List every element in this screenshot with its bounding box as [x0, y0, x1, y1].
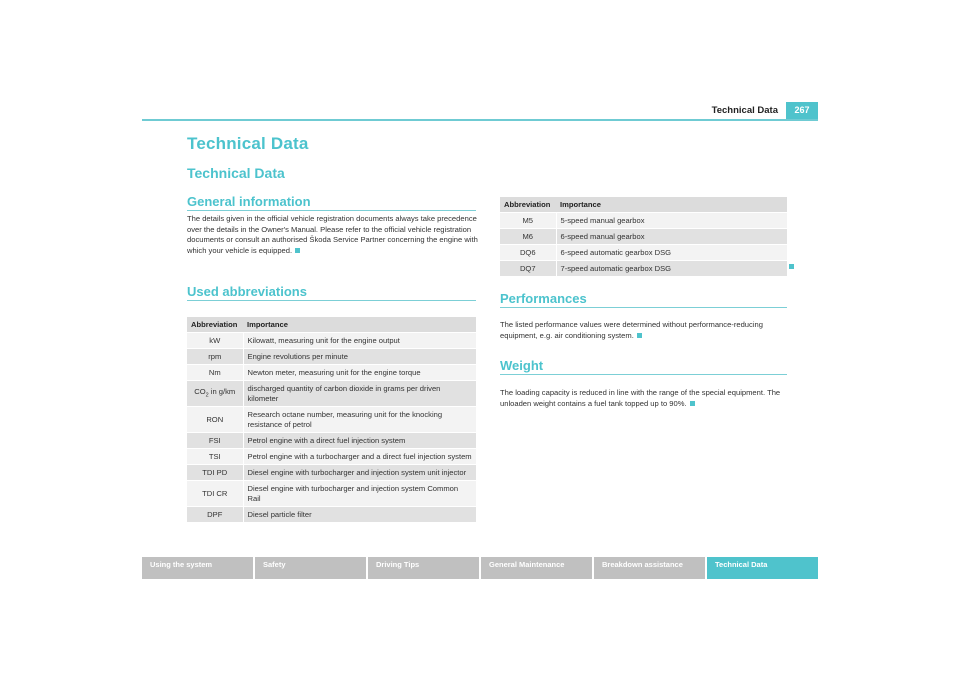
paragraph-text: The details given in the official vehicle registration documents always take precedence over the details in the Owner's Manual. Please refer to the official vehicle registration documents or consult an authorised Škoda Service Partner concerning the engine with which your vehicle is equipped. [187, 214, 478, 255]
general-information-heading: General information [187, 194, 476, 211]
header-divider [142, 119, 818, 121]
abbreviation-cell: M6 [500, 229, 556, 245]
weight-text [500, 388, 790, 409]
table-row [187, 381, 476, 407]
column-header: Importance [243, 317, 476, 333]
table-row [500, 245, 787, 261]
importance-cell: 5-speed manual gearbox [556, 213, 787, 229]
paragraph-text: The listed performance values were determined without performance-reducing equipment, e.g. air conditioning system. [500, 320, 763, 340]
importance-cell: Petrol engine with a turbocharger and a direct fuel injection system [243, 449, 476, 465]
importance-cell: 6-speed automatic gearbox DSG [556, 245, 787, 261]
column-header: Abbreviation [187, 317, 243, 333]
table-row [500, 213, 787, 229]
table-row [187, 333, 476, 349]
end-square-icon [690, 401, 695, 406]
tab-using-the-system[interactable]: Using the system [142, 557, 253, 579]
importance-cell: Diesel particle filter [243, 507, 476, 523]
table-row [187, 507, 476, 523]
tab-general-maintenance[interactable]: General Maintenance [481, 557, 592, 579]
abbreviation-cell: RON [187, 407, 243, 433]
table-row [187, 349, 476, 365]
column-header: Abbreviation [500, 197, 556, 213]
importance-cell: Newton meter, measuring unit for the engine torque [243, 365, 476, 381]
table-row [187, 365, 476, 381]
abbreviation-cell: FSI [187, 433, 243, 449]
performances-text [500, 320, 790, 341]
abbreviation-cell: TDI PD [187, 465, 243, 481]
section-title: Technical Data [187, 165, 285, 181]
abbreviation-cell: DPF [187, 507, 243, 523]
abbreviations-table [187, 317, 476, 523]
abbreviation-cell: TSI [187, 449, 243, 465]
importance-cell: Diesel engine with turbocharger and injection system unit injector [243, 465, 476, 481]
importance-cell: Petrol engine with a direct fuel injection system [243, 433, 476, 449]
general-information-text [187, 214, 478, 256]
abbreviation-cell: DQ7 [500, 261, 556, 277]
paragraph-text: The loading capacity is reduced in line with the range of the special equipment. The unloaden weight contains a fuel tank topped up to 90%. [500, 388, 781, 408]
tab-technical-data[interactable]: Technical Data [707, 557, 818, 579]
table-row [187, 449, 476, 465]
abbreviation-cell: kW [187, 333, 243, 349]
table-row [187, 433, 476, 449]
table-row [187, 465, 476, 481]
gearbox-table [500, 197, 787, 277]
table-row [500, 261, 787, 277]
running-header-title: Technical Data [711, 105, 778, 116]
page-title: Technical Data [187, 134, 309, 153]
abbreviation-cell: $CO_2$ in g/km [187, 381, 243, 407]
importance-cell: Kilowatt, measuring unit for the engine output [243, 333, 476, 349]
tab-breakdown-assistance[interactable]: Breakdown assistance [594, 557, 705, 579]
column-header: Importance [556, 197, 787, 213]
importance-cell: Research octane number, measuring unit for the knocking resistance of petrol [243, 407, 476, 433]
end-square-icon [295, 248, 300, 253]
weight-heading: Weight [500, 358, 787, 375]
abbreviation-cell: TDI CR [187, 481, 243, 507]
page-number: 267 [786, 102, 818, 119]
abbreviation-cell: DQ6 [500, 245, 556, 261]
tab-safety[interactable]: Safety [255, 557, 366, 579]
abbreviation-cell: rpm [187, 349, 243, 365]
table-row [500, 229, 787, 245]
performances-heading: Performances [500, 291, 787, 308]
end-square-icon [637, 333, 642, 338]
table-row [187, 407, 476, 433]
importance-cell: 7-speed automatic gearbox DSG [556, 261, 787, 277]
chapter-tabs [142, 557, 818, 579]
importance-cell: discharged quantity of carbon dioxide in grams per driven kilometer [243, 381, 476, 407]
tab-driving-tips[interactable]: Driving Tips [368, 557, 479, 579]
end-square-icon [789, 264, 794, 269]
used-abbreviations-heading: Used abbreviations [187, 284, 476, 301]
table-row [187, 481, 476, 507]
importance-cell: Diesel engine with turbocharger and injection system Common Rail [243, 481, 476, 507]
abbreviation-cell: M5 [500, 213, 556, 229]
importance-cell: Engine revolutions per minute [243, 349, 476, 365]
abbreviation-cell: Nm [187, 365, 243, 381]
importance-cell: 6-speed manual gearbox [556, 229, 787, 245]
